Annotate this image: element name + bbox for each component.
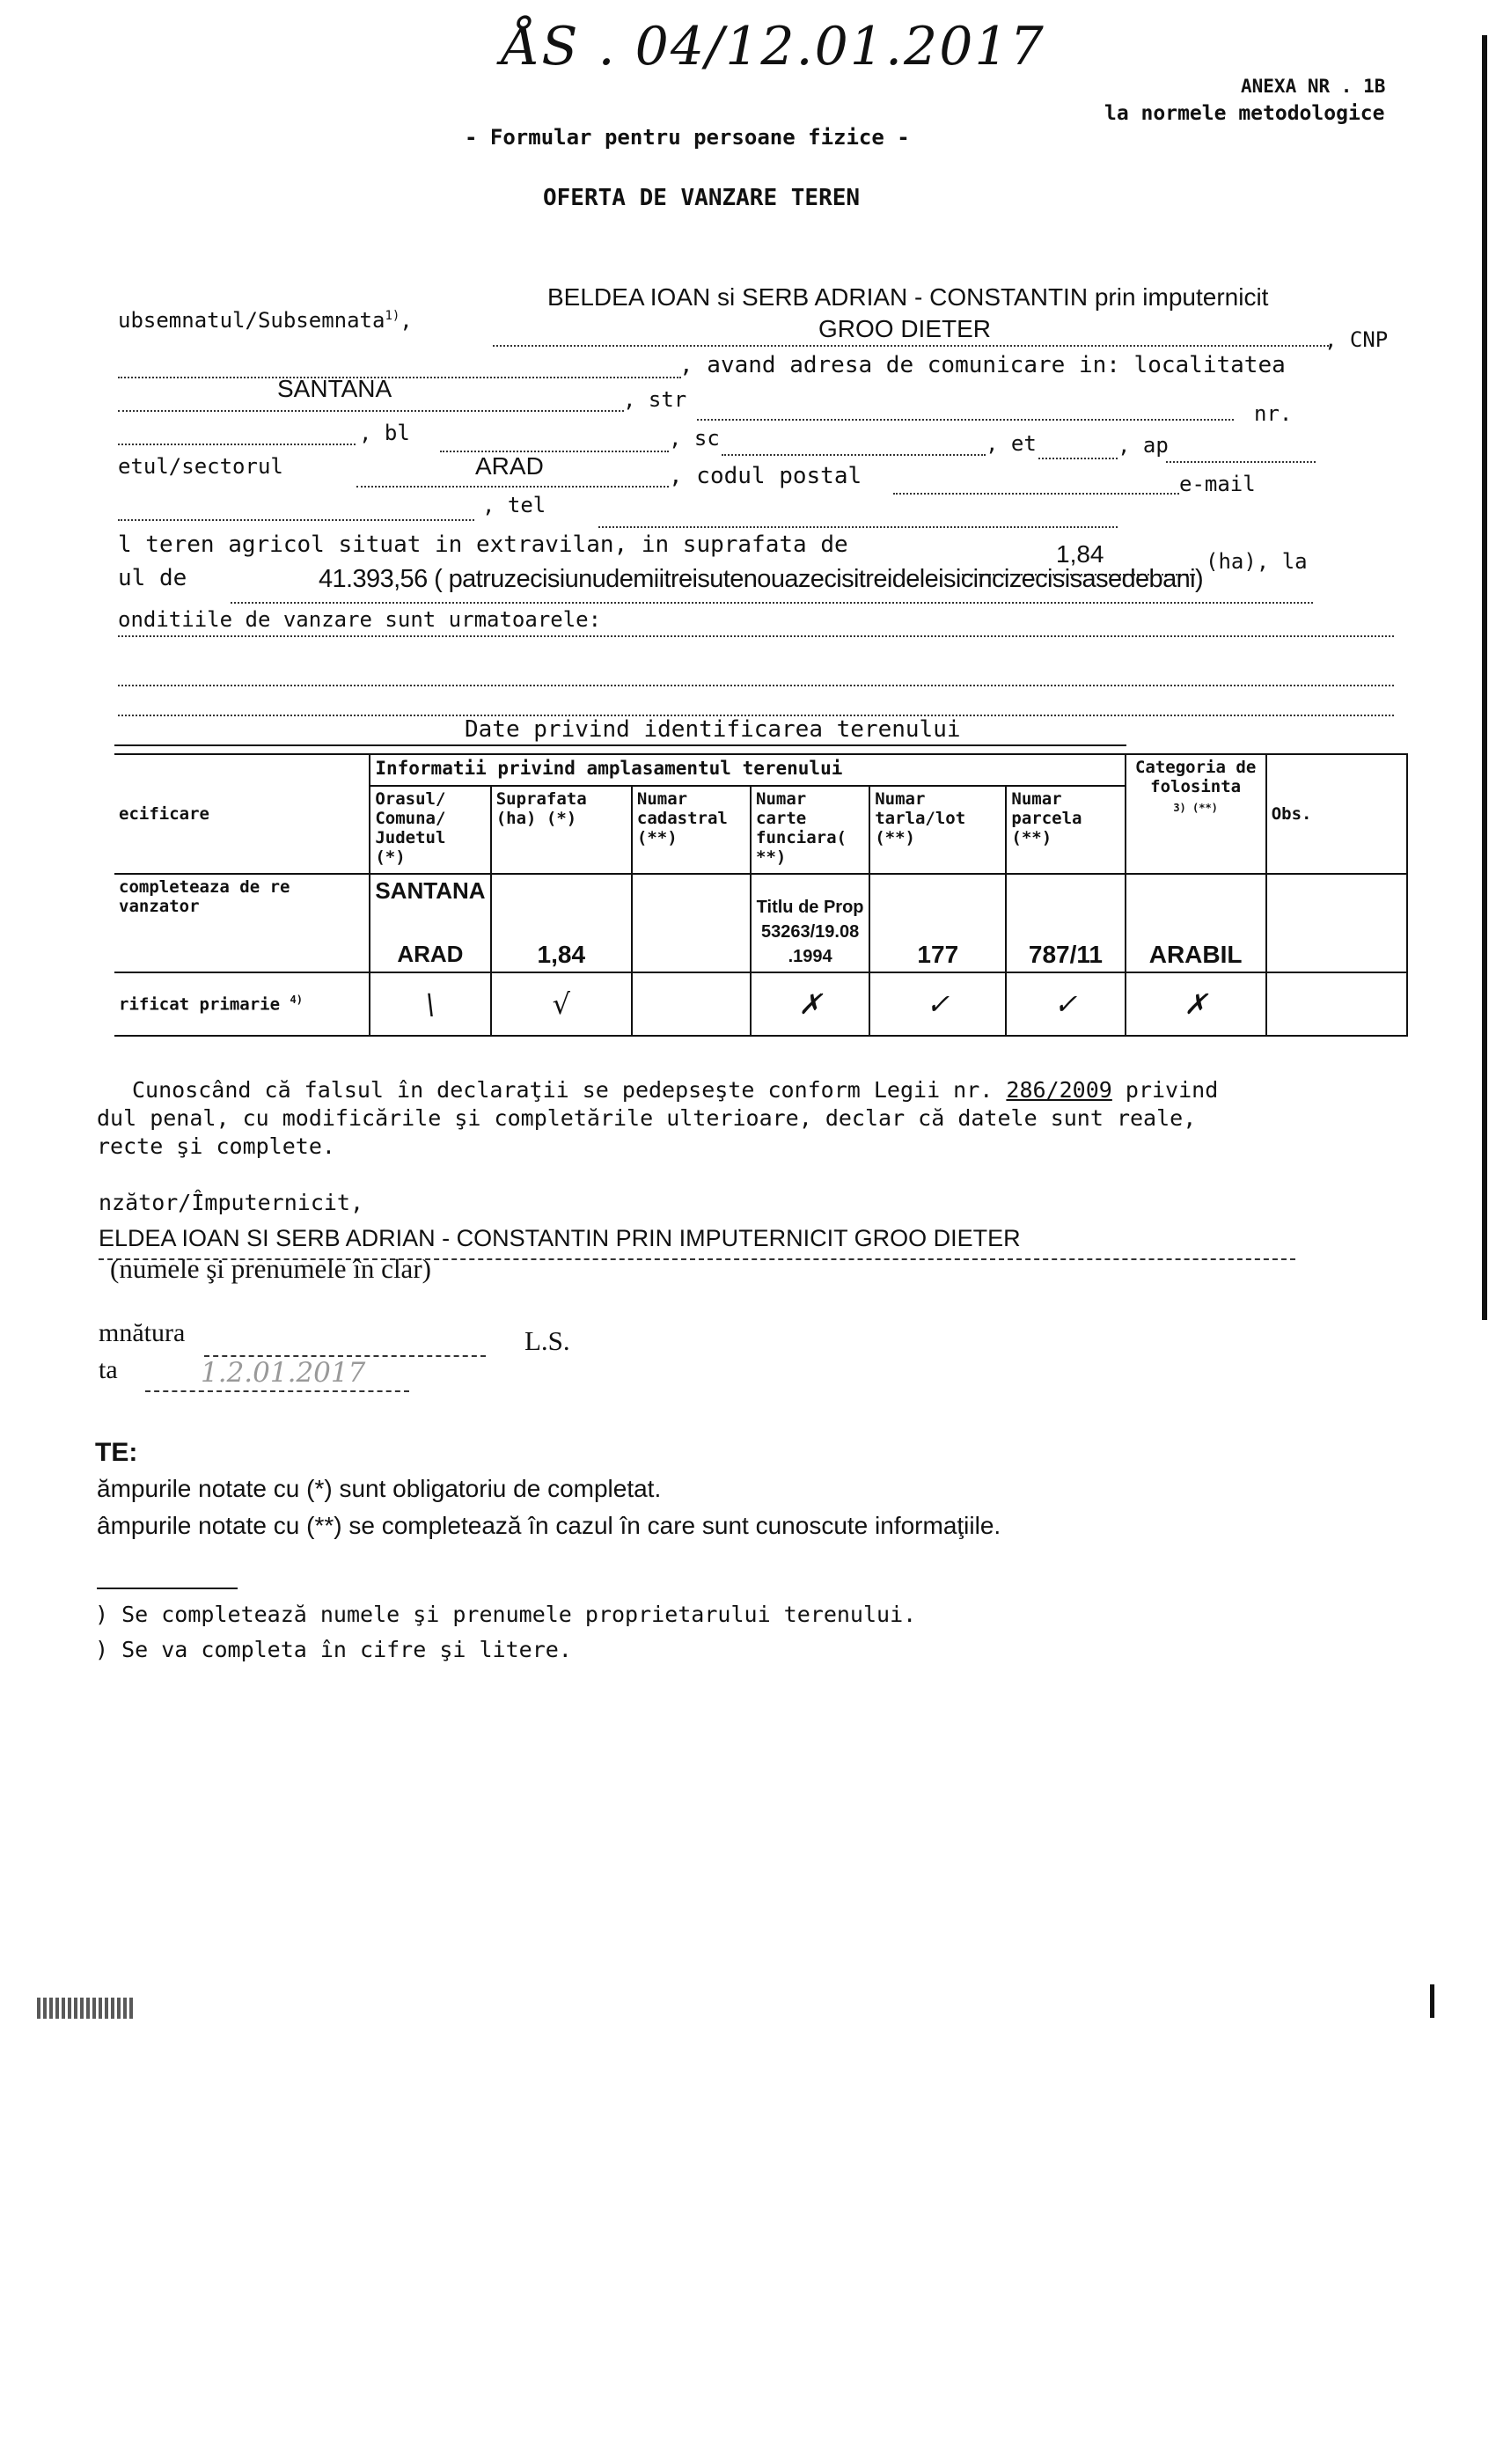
note-1: ămpurile notate cu (*) sunt obligatoriu de completat. [97,1475,662,1502]
row2-label-cell [114,972,370,1036]
row1-categoria-cell [1126,874,1266,972]
declaration-line3: recte şi complete. [97,1133,335,1159]
table-row [114,874,1407,972]
row1-county: ARAD [397,941,464,967]
row1-carte: Titlu de Prop 53263/19.08 .1994 [756,898,864,966]
row2-mark-5-cell [869,972,1006,1036]
dots-name [493,345,1329,347]
footnote-2: ) Se va completa în cifre şi litere. [95,1637,572,1662]
label-postal: , codul postal [669,463,862,489]
row1-area-cell [491,874,632,972]
seller-name-line1: BELDEA IOAN si SERB ADRIAN - CONSTANTIN prin imputernicit [547,283,1269,311]
tarla-header-cell [869,786,1006,874]
law-number: 286/2009 [1006,1077,1112,1103]
dots-sc [722,454,986,456]
dots-ap [1166,461,1316,463]
date-handwritten: 1.2.01.2017 [201,1357,366,1389]
categoria-note: 3) (**) [1173,802,1218,814]
categoria-header: Categoria de folosinta [1134,758,1257,796]
label-bl: , bl [359,421,410,445]
locality-value: SANTANA [277,375,392,402]
row1-categoria: ARABIL [1148,941,1243,968]
ls-mark: L.S. [524,1325,570,1356]
group-header: Informatii privind amplasamentul terenului [375,758,843,779]
label-email: e-mail [1179,472,1256,496]
row1-parcela-cell [1006,874,1125,972]
tarla-header: Numar tarla/lot (**) [875,789,966,847]
scan-edge-bar [1482,35,1487,1320]
row2-mark-1-cell [370,972,490,1036]
label-address: , avand adresa de comunicare in: localitatea [679,352,1286,378]
dots-nr [118,444,356,445]
row-header-label: ecificare [119,804,209,824]
row1-locality: SANTANA [375,877,486,904]
cadastral-header: Numar cadastral (**) [636,789,728,847]
county-value: ARAD [475,452,544,480]
label-sc: , sc [669,426,720,451]
offer-price: 41.393,56 ( patruzecisiunudemiitreisutenouazecisitreideleisicincizecisisasedebani) [319,565,1204,593]
footnote-1: ) Se completează numele şi prenumele proprietarului terenului. [95,1602,917,1627]
parcela-header-cell [1006,786,1125,874]
label-nr: nr. [1254,401,1293,426]
dots-tel [598,526,1118,528]
row2-mark-4-cell [751,972,869,1036]
dots-cnp [118,377,681,378]
dots-county [356,486,669,488]
dots-str [697,419,1234,421]
row1-obs-cell [1266,874,1407,972]
row2-mark-3-cell [632,972,751,1036]
row2-mark-2: √ [552,987,570,1021]
parcela-header: Numar parcela (**) [1011,789,1082,847]
label-tel: , tel [482,493,546,517]
seller-name-line2: GROO DIETER [818,315,992,342]
orasul-header-cell [370,786,490,874]
document-title: OFERTA DE VANZARE TEREN [543,185,861,211]
dots-date [145,1390,409,1392]
suprafata-header-cell [491,786,632,874]
label-ap: , ap [1118,433,1169,458]
offer-land-text: l teren agricol situat in extravilan, in suprafata de [118,532,848,558]
dots-price [231,602,1313,604]
table-row [114,972,1407,1036]
label-str: , str [623,387,687,412]
row2-mark-7-cell [1126,972,1266,1036]
row1-area: 1,84 [537,941,586,968]
dots-et [1038,458,1118,459]
annex-title: ANEXA NR . 1B [1241,76,1386,97]
row2-mark-6-cell [1006,972,1125,1036]
categoria-header-cell [1126,754,1266,874]
label-subsemnatul: ubsemnatul/Subsemnata$^{1)}$, [118,308,413,333]
row1-carte-cell [751,874,869,972]
annex-subtitle: la normele metodologice [1104,102,1385,125]
row2-label: rificat primarie [119,994,281,1015]
dots-postal [893,493,1179,495]
scan-artifact [37,1998,134,2019]
conditions-text: onditiile de vanzare sunt urmatoarele: [118,607,602,632]
dots-locality [118,410,624,412]
notes-title: TE: [95,1438,138,1467]
land-identification-table [114,753,1408,1037]
row1-label-cell [114,874,370,972]
row2-mark-4: ✗ [798,987,823,1021]
dots-conditions-1 [118,635,1394,637]
label-price: ul de [118,565,187,591]
row1-locality-cell [370,874,490,972]
table-top-rule [114,744,1126,746]
row2-mark-7: ✗ [1184,987,1208,1021]
label-judet: etul/sectorul [118,454,283,479]
row2-mark-5: ✓ [926,987,950,1021]
label-signature: mnătura [99,1318,186,1347]
registration-handwriting: ÅS . 04/12.01.2017 [502,16,1045,77]
row2-note: 4) [290,994,303,1007]
declaration-line2: dul penal, cu modificările şi completările ulterioare, declar că datele sunt reale, [97,1105,1197,1131]
row1-tarla: 177 [917,941,959,968]
signature-role: nzător/Împuternicit, [99,1190,364,1215]
dots-bl [440,451,669,452]
declaration-line1: Cunoscând că falsul în declaraţii se pedepseşte conform Legii nr. 286/2009 privind [132,1077,1219,1103]
label-date: ta [99,1355,118,1384]
dots-conditions-2 [118,685,1394,686]
row-header-cell [114,754,370,874]
table-caption: Date privind identificarea terenului [465,716,961,743]
signature-hint: (numele şi prenumele în clar) [110,1253,431,1284]
signature-name: ELDEA IOAN SI SERB ADRIAN - CONSTANTIN PRIN IMPUTERNICIT GROO DIETER [99,1225,1021,1251]
offer-unit-ha: (ha), la [1206,549,1308,574]
obs-header: Obs. [1271,804,1312,824]
label-et: , et [986,431,1037,456]
group-header-cell [370,754,1125,786]
row2-mark-2-cell [491,972,632,1036]
label-cnp: , CNP [1324,327,1389,352]
row1-cadastral-cell [632,874,751,972]
footnote-rule [97,1588,238,1589]
carte-header-cell [751,786,869,874]
row1-label: completeaza de re vanzator [119,877,290,916]
scan-artifact-right [1430,1984,1434,2018]
obs-header-cell [1266,754,1407,874]
offer-area: 1,84 [1056,540,1104,568]
row2-mark-6: ✓ [1053,987,1078,1021]
suprafata-header: Suprafata (ha) (*) [495,789,587,828]
form-type: - Formular pentru persoane fizice - [465,125,910,150]
dots-email-start [118,519,474,521]
carte-header: Numar carte funciara( **) [756,789,847,867]
row2-mark-8-cell [1266,972,1407,1036]
row1-tarla-cell [869,874,1006,972]
cadastral-header-cell [632,786,751,874]
row1-parcela: 787/11 [1028,941,1103,968]
orasul-header: Orasul/ Comuna/ Judetul (*) [375,789,446,867]
note-2: âmpurile notate cu (**) se completează în cazul în care sunt cunoscute informaţiile. [97,1512,1001,1539]
row2-mark-1: \ [425,987,436,1021]
